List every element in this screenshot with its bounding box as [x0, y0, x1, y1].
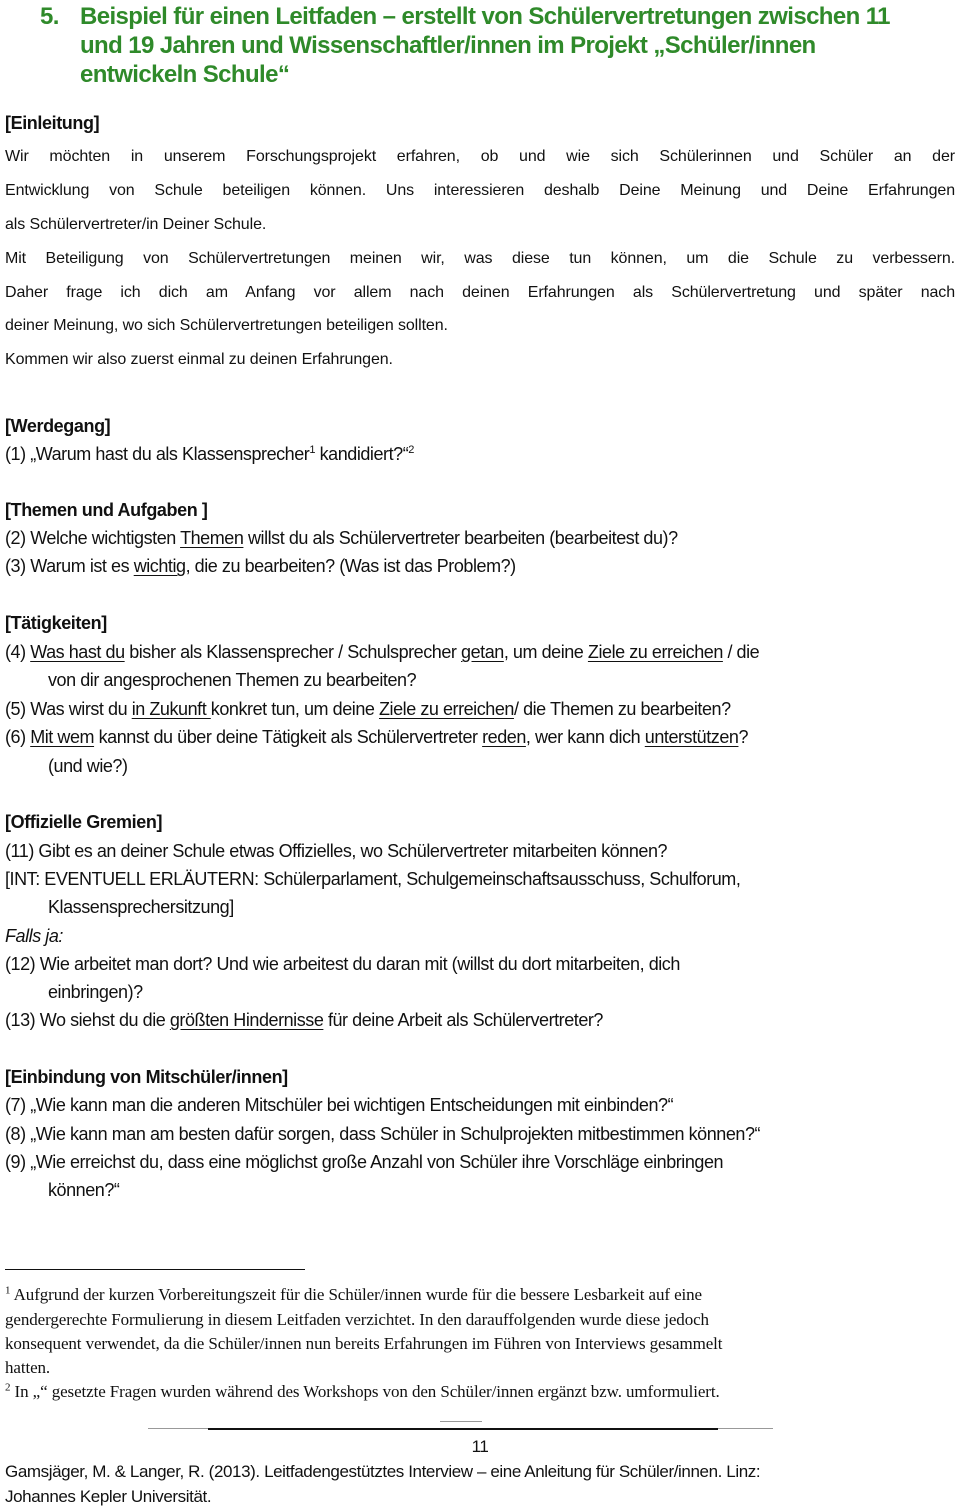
section-number-text: 5.	[40, 3, 59, 30]
text: von dir angesprochenen Themen zu bearbeiten?	[48, 670, 417, 690]
text: Mit Beteiligung von Schülervertretungen meinen wir, was diese tun können, um die Schule zu verbessern.	[5, 250, 955, 267]
text: (6)	[5, 727, 31, 747]
text: (5) Was wirst du	[5, 699, 132, 719]
text: gendergerechte Formulierung in diesem Leitfaden verzichtet. In den darauffolgenden wurde diese jedoch	[5, 1310, 709, 1329]
text: einbringen)?	[48, 982, 143, 1002]
text: ?	[738, 727, 749, 747]
text: [INT: EVENTUELL ERLÄUTERN: Schülerparlament, Schulgemeinschaftsausschuss, Schulforum,	[5, 869, 741, 889]
text: für deine Arbeit als Schülervertreter?	[323, 1010, 603, 1030]
footnote-ref: 2	[5, 1381, 11, 1394]
text: können?“	[48, 1180, 120, 1200]
question-line	[5, 695, 731, 723]
underlined-text: Was hast du	[30, 642, 125, 662]
underlined-text: wichtig	[133, 556, 186, 576]
text: (9) „Wie erreichst du, dass eine möglichst große Anzahl von Schüler ihre Vorschläge einbringen	[5, 1152, 724, 1172]
text: , um deine	[503, 642, 588, 662]
text: [Tätigkeiten]	[5, 613, 107, 633]
question-line	[5, 723, 748, 751]
text: [Offizielle Gremien]	[5, 812, 163, 832]
text: konsequent verwendet, da die Schüler/innen nun bereits Erfahrungen im Führen von Interviews gesammelt	[5, 1334, 723, 1353]
intro-line	[5, 279, 955, 307]
text: [Themen und Aufgaben ]	[5, 500, 208, 520]
page-number: 11	[471, 1437, 489, 1456]
question-line	[5, 552, 516, 580]
footnote-ref: 1	[309, 444, 316, 456]
section-label	[5, 496, 208, 524]
text: (12) Wie arbeitet man dort? Und wie arbeitest du daran mit (willst du dort mitarbeiten, dich	[5, 954, 680, 974]
text: (1) „Warum hast du als Klassensprecher	[5, 444, 310, 464]
question-line	[5, 440, 414, 468]
section-label	[5, 609, 107, 637]
section-label	[5, 109, 99, 137]
text: Aufgrund der kurzen Vorbereitungszeit für die Schüler/innen wurde für die bessere Lesbarkeit auf eine	[10, 1285, 702, 1304]
text: (7) „Wie kann man die anderen Mitschüler bei wichtigen Entscheidungen mit einbinden?“	[5, 1095, 674, 1115]
underlined-text: Ziele zu erreichen	[587, 642, 723, 662]
question-line	[48, 666, 416, 694]
question-line	[5, 865, 740, 893]
text: Klassensprechersitzung]	[48, 897, 234, 917]
text: (11) Gibt es an deiner Schule etwas Offizielles, wo Schülervertreter mitarbeiten können?	[5, 841, 668, 861]
text: / die Themen zu bearbeiten?	[513, 699, 731, 719]
question-line	[5, 1006, 603, 1034]
title-line: Beispiel für einen Leitfaden – erstellt von Schülervertretungen zwischen 11	[80, 3, 890, 30]
text: Entwicklung von Schule beteiligen können. Uns interessieren deshalb Deine Meinung und Deine Erfahrungen	[5, 182, 955, 199]
question-line	[5, 922, 63, 950]
text: willst du als Schülervertreter bearbeiten (bearbeitest du)?	[243, 528, 678, 548]
text: Falls ja:	[5, 926, 63, 946]
text: als Schülervertreter/in Deiner Schule.	[5, 216, 267, 233]
footer-rule-dark	[208, 1428, 718, 1430]
footnote-line	[5, 1356, 50, 1380]
question-line	[5, 638, 759, 666]
footnote-ref: 1	[5, 1284, 11, 1297]
citation-line: Gamsjäger, M. & Langer, R. (2013). Leitfadengestütztes Interview – eine Anleitung für Schüler/innen. Linz:	[5, 1462, 761, 1481]
text: (13) Wo siehst du die	[5, 1010, 170, 1030]
intro-line	[5, 177, 955, 205]
text: (3) Warum ist es	[5, 556, 134, 576]
question-line	[5, 1148, 723, 1176]
text: konkret tun, um deine	[210, 699, 379, 719]
text: Daher frage ich dich am Anfang vor allem nach deinen Erfahrungen als Schülervertretung und später nach	[5, 284, 955, 301]
footnote-separator	[5, 1269, 305, 1270]
underlined-text: Themen	[180, 528, 244, 548]
question-line	[48, 752, 128, 780]
text: [Werdegang]	[5, 416, 111, 436]
section-label	[5, 412, 110, 440]
footnote-line	[5, 1380, 720, 1404]
text: (4)	[5, 642, 31, 662]
underlined-text: größten Hindernisse	[169, 1010, 324, 1030]
text: (2) Welche wichtigsten	[5, 528, 181, 548]
footer-tick	[440, 1421, 482, 1422]
text: , wer kann dich	[525, 727, 645, 747]
text: (und wie?)	[48, 756, 128, 776]
title-line: entwickeln Schule“	[80, 61, 290, 88]
underlined-text: reden	[482, 727, 526, 747]
question-line	[5, 950, 680, 978]
text: / die	[722, 642, 760, 662]
footnote-line	[5, 1332, 722, 1356]
underlined-text: in Zukunft	[131, 699, 211, 719]
intro-line	[5, 346, 393, 374]
question-line	[48, 978, 143, 1006]
text: hatten.	[5, 1358, 51, 1377]
intro-line	[5, 245, 955, 273]
footnote-ref: 2	[408, 444, 414, 456]
question-line	[5, 1120, 760, 1148]
footnote-line	[5, 1308, 709, 1332]
text: deiner Meinung, wo sich Schülervertretungen beteiligen sollten.	[5, 317, 448, 334]
intro-line	[5, 143, 955, 171]
question-line	[48, 893, 234, 921]
underlined-text: Ziele zu erreichen	[379, 699, 514, 719]
intro-line	[5, 211, 266, 239]
text: kannst du über deine Tätigkeit als Schülervertreter	[94, 727, 483, 747]
text: Kommen wir also zuerst einmal zu deinen Erfahrungen.	[5, 351, 393, 368]
underlined-text: getan	[461, 642, 504, 662]
intro-line	[5, 312, 448, 340]
text: kandidiert?“	[315, 444, 409, 464]
text: (8) „Wie kann man am besten dafür sorgen, dass Schüler in Schulprojekten mitbestimmen können?“	[5, 1124, 761, 1144]
text: Wir möchten in unserem Forschungsprojekt erfahren, ob und wie sich Schülerinnen und Schüler an der	[5, 148, 955, 165]
question-line	[48, 1176, 119, 1204]
question-line	[5, 1091, 673, 1119]
underlined-text: Mit wem	[30, 727, 95, 747]
question-line	[5, 837, 667, 865]
title-line: und 19 Jahren und Wissenschaftler/innen im Projekt „Schüler/innen	[80, 32, 816, 59]
text: [Einleitung]	[5, 113, 100, 133]
text: , die zu bearbeiten? (Was ist das Problem?)	[185, 556, 516, 576]
footnote-line	[5, 1283, 702, 1307]
citation-line: Johannes Kepler Universität.	[5, 1487, 212, 1506]
section-label	[5, 1063, 288, 1091]
text: In „“ gesetzte Fragen wurden während des Workshops von den Schüler/innen ergänzt bzw. umformuliert.	[10, 1382, 720, 1401]
section-label	[5, 808, 162, 836]
underlined-text: unterstützen	[644, 727, 739, 747]
text: [Einbindung von Mitschüler/innen]	[5, 1067, 288, 1087]
question-line	[5, 524, 678, 552]
text: bisher als Klassensprecher / Schulsprecher	[124, 642, 462, 662]
